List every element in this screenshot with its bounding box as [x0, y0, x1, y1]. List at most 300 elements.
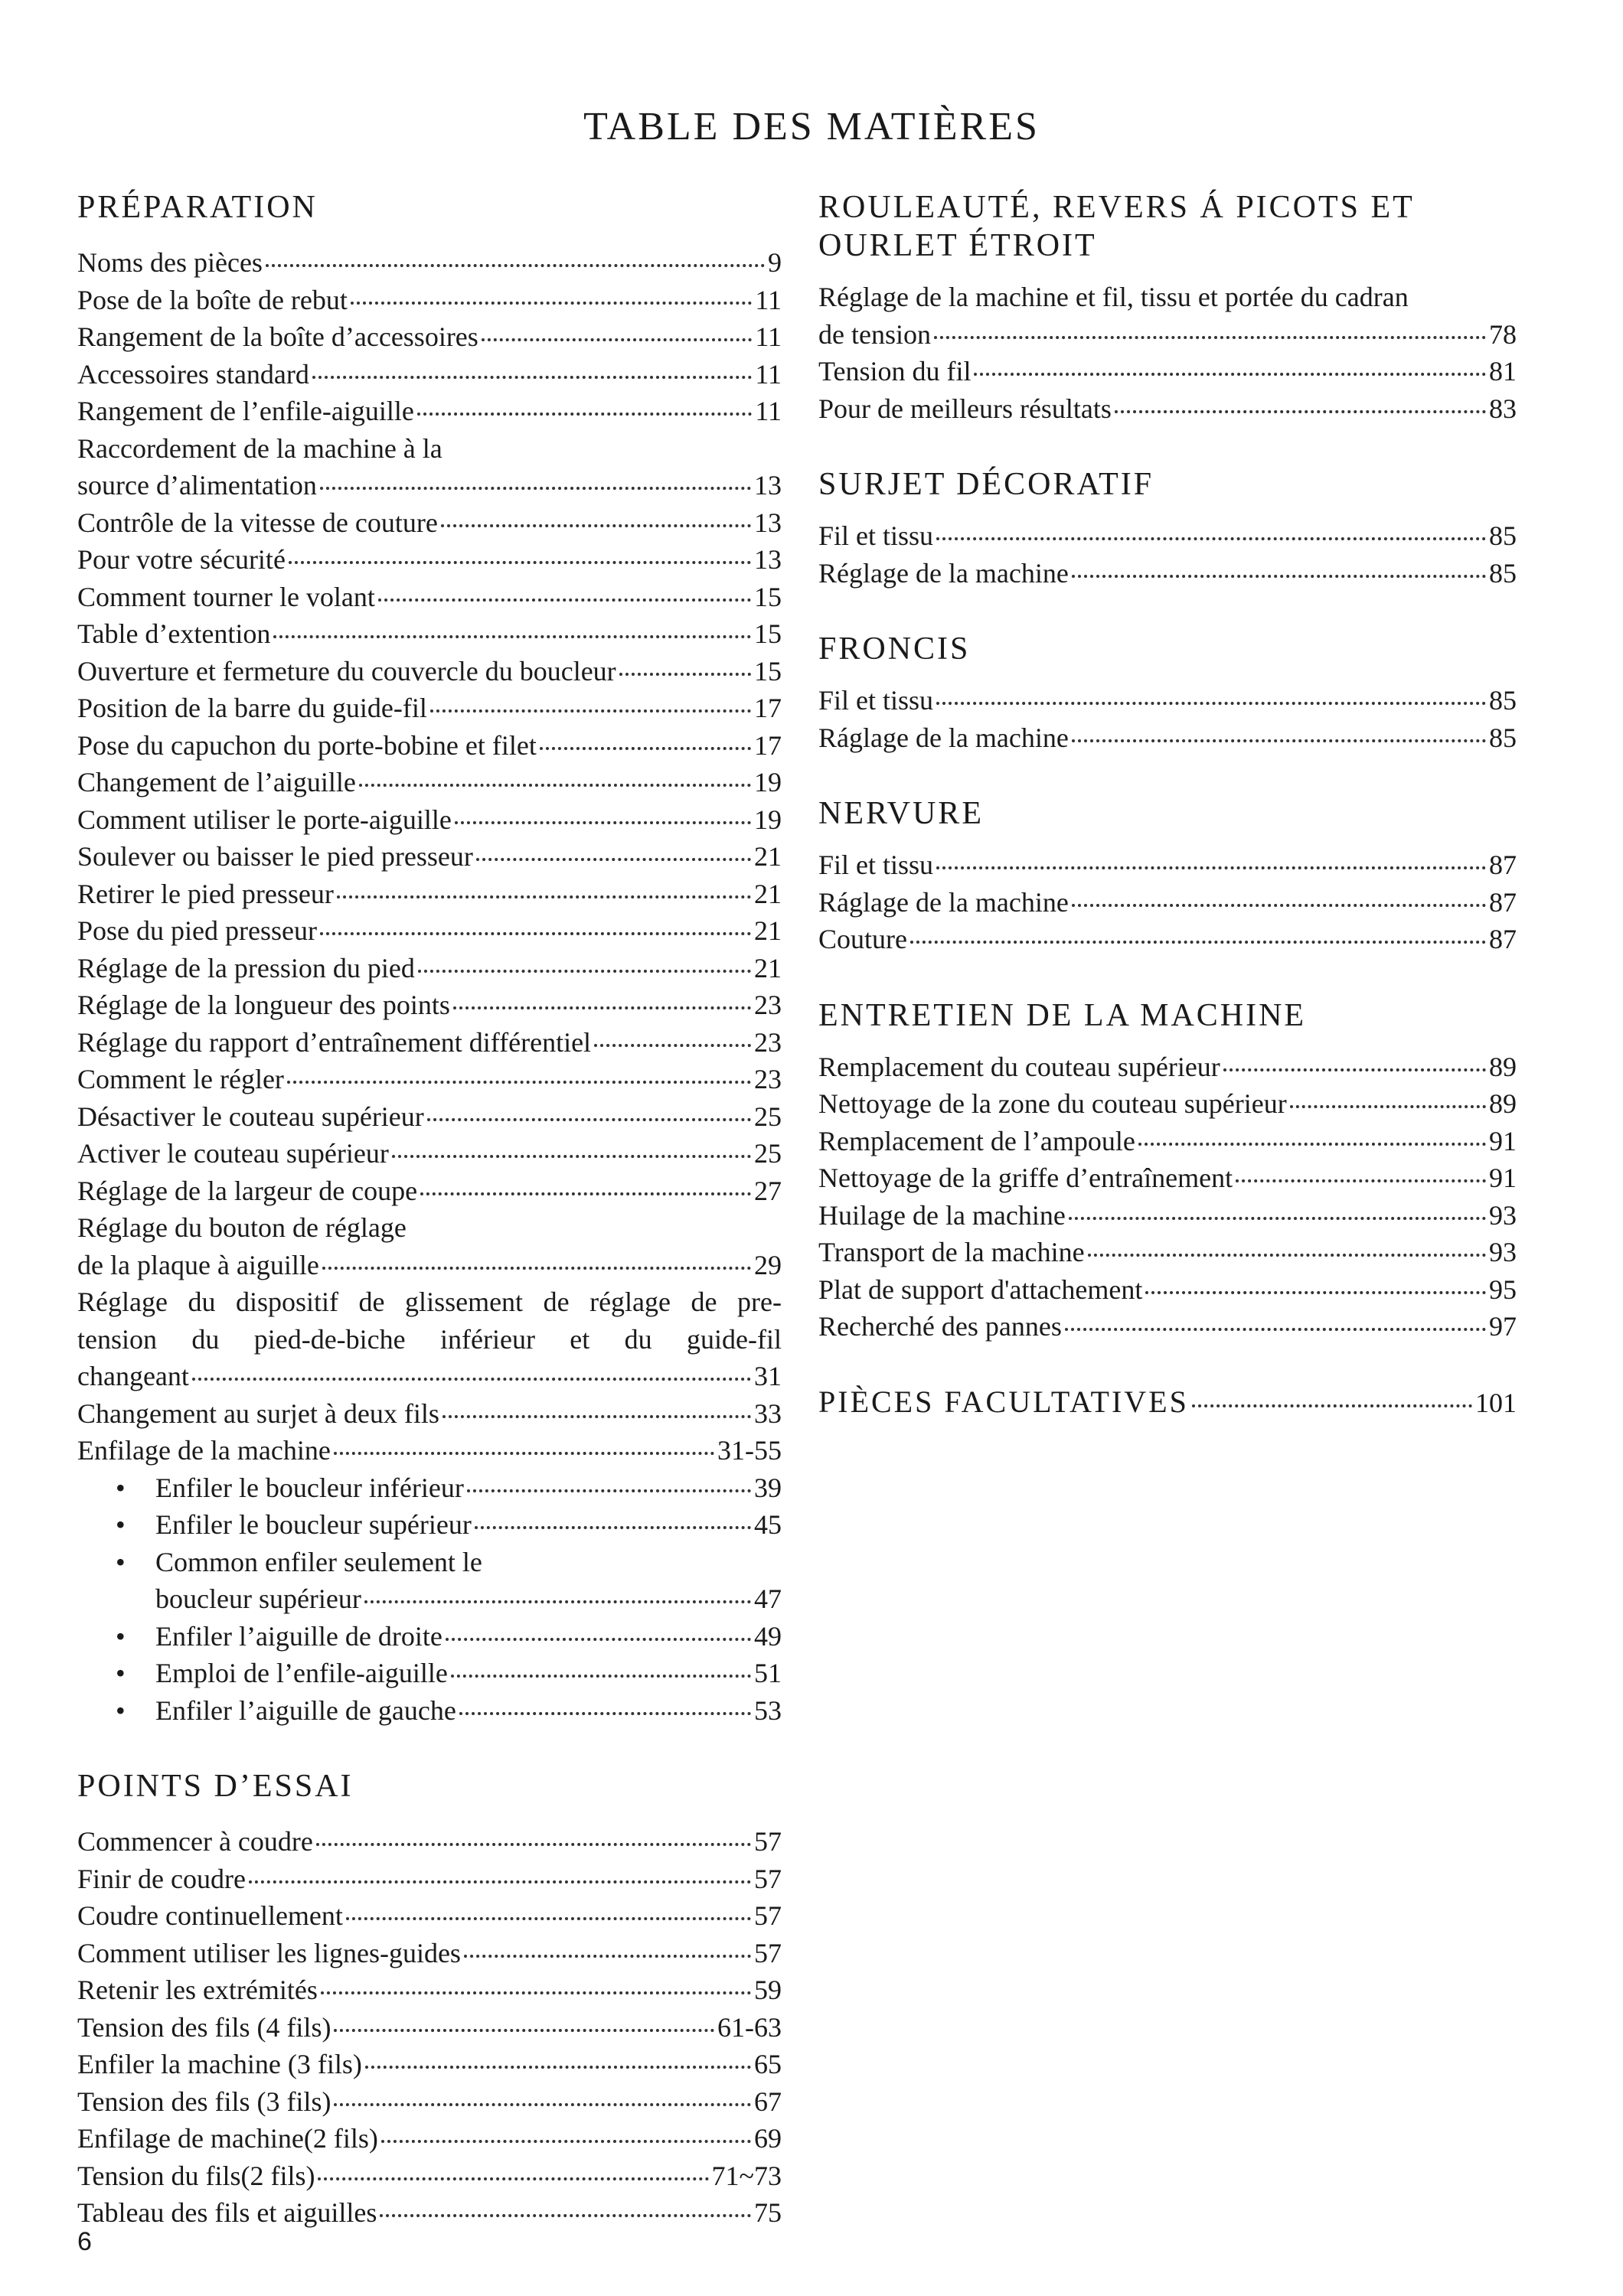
- entry-single: [818, 316, 1517, 354]
- toc-entry: [818, 1271, 1517, 1309]
- entry-label: Emploi de l’enfile-aiguille: [155, 1658, 448, 1688]
- dot-leader: [364, 1600, 751, 1603]
- entry-label: Huilage de la machine: [818, 1199, 1066, 1231]
- entry-label: Réglage du rapport d’entraînement différentiel: [77, 1026, 592, 1058]
- page-ref: 21: [754, 878, 782, 909]
- page-ref: 75: [754, 2197, 782, 2228]
- dot-leader: [475, 1526, 751, 1529]
- entry-text-line: Réglage de la machine et fil, tissu et portée du cadran: [818, 282, 1409, 312]
- dot-leader: [351, 302, 752, 305]
- page-ref: 87: [1489, 886, 1517, 918]
- section-title: POINTS D’ESSAI: [77, 1769, 354, 1804]
- toc-entry: [77, 1655, 782, 1692]
- entry-label: Fil et tissu: [818, 520, 934, 551]
- entry-label: Réglage de la pression du pied: [77, 952, 415, 983]
- dot-leader: [1065, 1328, 1486, 1331]
- entry-label: de la plaque à aiguille: [77, 1249, 319, 1280]
- page-ref: 11: [755, 284, 782, 315]
- toc-entry: [818, 1197, 1517, 1234]
- page-ref: 19: [754, 804, 782, 835]
- entry-label: Activer le couteau supérieur: [77, 1138, 389, 1169]
- toc-entry: [77, 950, 782, 987]
- dot-leader: [459, 1712, 751, 1715]
- section-points: [77, 1767, 782, 2232]
- entry-label: Recherché des pannes: [818, 1311, 1062, 1342]
- dot-leader: [619, 673, 751, 676]
- dot-leader: [365, 2066, 751, 2069]
- toc-entry: [818, 884, 1517, 921]
- entry-label: Tableau des fils et aiguilles: [77, 2197, 377, 2228]
- entry-label: Remplacement de l’ampoule: [818, 1125, 1135, 1156]
- entry-label: Plat de support d'attachement: [818, 1274, 1143, 1305]
- bullet-icon: •: [116, 1509, 126, 1540]
- page-ref: 25: [754, 1101, 782, 1132]
- dot-leader: [420, 1192, 751, 1195]
- section-preparation: [77, 188, 782, 1729]
- entry-label: Enfilage de machine(2 fils): [77, 2123, 378, 2154]
- page-ref: 21: [754, 841, 782, 872]
- dot-leader: [1072, 575, 1486, 578]
- bullet-icon: •: [116, 1694, 126, 1726]
- dot-leader: [464, 1955, 751, 1958]
- dot-leader: [318, 2177, 708, 2180]
- dot-leader: [476, 858, 751, 861]
- entry-label: Ráglage de la machine: [818, 722, 1069, 753]
- left-column: [77, 188, 782, 2270]
- page-ref: 31: [754, 1361, 782, 1391]
- entry-list: [818, 846, 1517, 958]
- dot-leader: [427, 1118, 751, 1121]
- entry-label: Retirer le pied presseur: [77, 878, 334, 909]
- dot-leader: [334, 2103, 751, 2106]
- toc-entry: [77, 244, 782, 282]
- page-ref: 61-63: [717, 2011, 782, 2043]
- section-froncis: [818, 630, 1517, 756]
- page-ref: 91: [1489, 1163, 1517, 1193]
- entry-list: [77, 1395, 782, 1469]
- page-ref: 87: [1489, 924, 1517, 954]
- page-ref: 31-55: [717, 1435, 782, 1466]
- section-title: NERVURE: [818, 796, 984, 831]
- entry-label: Pose du pied presseur: [77, 915, 317, 946]
- toc-entry: [77, 1861, 782, 1898]
- page-ref: 85: [1489, 557, 1517, 589]
- page-ref: 33: [754, 1397, 782, 1429]
- dot-leader: [540, 747, 751, 750]
- toc-entry: [77, 1469, 782, 1507]
- dot-leader: [378, 598, 751, 602]
- toc-entry: [818, 1308, 1517, 1345]
- toc-entry: [818, 846, 1517, 884]
- entry-label: Transport de la machine: [818, 1237, 1085, 1267]
- page-ref: 15: [754, 581, 782, 612]
- entry-label: Réglage de la largeur de coupe: [77, 1175, 418, 1206]
- page-ref: 13: [754, 507, 782, 538]
- page-ref: 45: [754, 1509, 782, 1540]
- dot-leader: [321, 1991, 751, 1994]
- page-ref: 23: [754, 1026, 782, 1058]
- dot-leader: [442, 1415, 751, 1418]
- entry-list: [77, 504, 782, 1210]
- page-ref: 59: [754, 1975, 782, 2005]
- toc-entry: [77, 1580, 782, 1618]
- page-ref: 17: [754, 693, 782, 723]
- toc-entry: [818, 1234, 1517, 1271]
- entry-label: Table d’extention: [77, 618, 271, 649]
- dot-leader: [1236, 1179, 1486, 1182]
- dot-leader: [320, 487, 751, 490]
- entry-label: Fil et tissu: [818, 850, 934, 880]
- toc-entry: [77, 318, 782, 356]
- entry-label: Tension du fils(2 fils): [77, 2160, 315, 2191]
- toc-entry: [77, 2120, 782, 2157]
- toc-entry: [77, 1618, 782, 1655]
- toc-entry: [818, 517, 1517, 555]
- dot-leader: [418, 970, 751, 973]
- entry-label: Enfilage de la machine: [77, 1435, 331, 1466]
- page-ref: 23: [754, 990, 782, 1020]
- dot-leader: [289, 561, 751, 564]
- entry-single: [818, 1384, 1517, 1421]
- entry-label: Tension du fil: [818, 356, 972, 386]
- toc-entry: [77, 2157, 782, 2195]
- section-nervure: [818, 794, 1517, 958]
- page-ref: 57: [754, 1863, 782, 1894]
- page-ref: 11: [755, 358, 782, 390]
- entry-label: Fil et tissu: [818, 685, 934, 716]
- dot-leader: [455, 821, 751, 824]
- dot-leader: [334, 2029, 714, 2032]
- entry-label: Coudre continuellement: [77, 1900, 343, 1931]
- page-ref: 91: [1489, 1125, 1517, 1156]
- entry-label: Tension des fils (4 fils): [77, 2011, 331, 2043]
- entry-label: Rangement de la boîte d’accessoires: [77, 321, 478, 352]
- dot-leader: [1072, 739, 1486, 742]
- entry-label: Comment le régler: [77, 1064, 284, 1094]
- toc-entry: [77, 282, 782, 319]
- toc-entry: [77, 653, 782, 690]
- entry-single: [77, 1247, 782, 1284]
- entry-text-line: Raccordement de la machine à la: [77, 432, 442, 464]
- page-ref: 15: [754, 618, 782, 649]
- dot-leader: [337, 895, 751, 899]
- toc-entry: [77, 1358, 782, 1395]
- section-entretien: [818, 996, 1517, 1345]
- page-ref: 57: [754, 1826, 782, 1857]
- dot-leader: [334, 1452, 714, 1455]
- toc-entry: [77, 579, 782, 616]
- right-column: [818, 188, 1517, 1420]
- dot-leader: [1192, 1404, 1472, 1407]
- page-ref: 25: [754, 1138, 782, 1169]
- dot-leader: [320, 932, 751, 935]
- section-title: ROULEAUTÉ, REVERS Á PICOTS ET: [818, 190, 1415, 225]
- toc-entry: [818, 682, 1517, 719]
- dot-leader: [1145, 1291, 1486, 1294]
- toc-entry: [77, 2194, 782, 2232]
- page-number: 6: [77, 2227, 92, 2256]
- dot-leader: [1072, 904, 1486, 907]
- entry-label: Ráglage de la machine: [818, 886, 1069, 918]
- toc-entry: [77, 801, 782, 839]
- dot-leader: [316, 1843, 751, 1846]
- page-ref: 85: [1489, 722, 1517, 753]
- toc-entry: [818, 1085, 1517, 1123]
- bullet-text-line: [77, 1544, 782, 1581]
- toc-entry: [77, 1823, 782, 1861]
- toc-entry: [77, 2046, 782, 2083]
- toc-entry: [818, 390, 1517, 428]
- entry-label: Enfiler l’aiguille de gauche: [155, 1694, 456, 1726]
- entry-label: Soulever ou baisser le pied presseur: [77, 841, 473, 872]
- entry-label: Réglage de la machine: [818, 557, 1069, 589]
- entry-label: Nettoyage de la zone du couteau supérieur: [818, 1088, 1287, 1119]
- toc-entry: [77, 356, 782, 393]
- toc-entry: [77, 1172, 782, 1210]
- entry-list: [818, 682, 1517, 756]
- entry-label: Pose du capuchon du porte-bobine et filet: [77, 729, 537, 761]
- page-ref: 93: [1489, 1199, 1517, 1231]
- entry-single: [77, 1580, 782, 1618]
- toc-entry: [77, 541, 782, 579]
- entry-list: [818, 353, 1517, 427]
- toc-entry: [818, 1384, 1517, 1421]
- page-ref: 87: [1489, 850, 1517, 880]
- dot-leader: [467, 1489, 751, 1492]
- page-ref: 57: [754, 1900, 782, 1931]
- page-ref: 85: [1489, 520, 1517, 551]
- dot-leader: [287, 1081, 751, 1084]
- entry-label: Pose de la boîte de rebut: [77, 284, 348, 315]
- toc-entry: [77, 504, 782, 542]
- page-ref: 47: [754, 1583, 782, 1614]
- dot-leader: [451, 1675, 751, 1678]
- entry-label: Contrôle de la vitesse de couture: [77, 507, 438, 538]
- page-ref: 57: [754, 1937, 782, 1968]
- page-ref: 13: [754, 544, 782, 575]
- entry-text-line: tension du pied-de-biche inférieur et du guide-fil: [77, 1323, 782, 1355]
- toc-entry: [818, 719, 1517, 757]
- dot-leader: [446, 1638, 751, 1641]
- dot-leader: [934, 336, 1486, 339]
- toc-entry: [77, 393, 782, 430]
- entry-label: Pour de meilleurs résultats: [818, 393, 1112, 424]
- section-rouleaute: [818, 188, 1517, 427]
- toc-entry: [77, 1247, 782, 1284]
- toc-entry: [77, 1432, 782, 1469]
- bullet-list: [77, 1618, 782, 1730]
- page-ref: 95: [1489, 1274, 1517, 1305]
- entry-label: source d’alimentation: [77, 470, 317, 501]
- page-ref: 85: [1489, 685, 1517, 716]
- toc-entry: [77, 1395, 782, 1433]
- entry-label: Changement au surjet à deux fils: [77, 1397, 439, 1429]
- page-ref: 39: [754, 1472, 782, 1503]
- section-title: ENTRETIEN DE LA MACHINE: [818, 997, 1307, 1033]
- page-ref: 13: [754, 470, 782, 501]
- page-ref: 89: [1489, 1088, 1517, 1119]
- page-ref: 11: [755, 396, 782, 426]
- entry-label: Rangement de l’enfile-aiguille: [77, 396, 414, 426]
- dot-leader: [430, 709, 751, 713]
- toc-entry: [818, 921, 1517, 958]
- page-ref: 17: [754, 729, 782, 761]
- entry-list: [818, 517, 1517, 592]
- section-title: SURJET DÉCORATIF: [818, 467, 1154, 502]
- entry-label: Commencer à coudre: [77, 1826, 313, 1857]
- page-ref: 93: [1489, 1237, 1517, 1267]
- toc-entry: [818, 1159, 1517, 1197]
- entry-single: [77, 467, 782, 504]
- page-ref: 19: [754, 767, 782, 797]
- bullet-icon: •: [116, 1620, 126, 1652]
- entry-label: changeant: [77, 1361, 189, 1391]
- entry-single: [77, 1358, 782, 1395]
- toc-entry: [77, 615, 782, 653]
- dot-leader: [1069, 1217, 1486, 1220]
- toc-entry: [818, 1049, 1517, 1086]
- toc-entry: [77, 876, 782, 913]
- dot-leader: [441, 524, 751, 527]
- entry-label: Finir de coudre: [77, 1863, 246, 1894]
- entry-label: Common enfiler seulement le: [155, 1546, 482, 1577]
- dot-leader: [380, 2214, 751, 2217]
- dot-leader: [417, 413, 753, 416]
- dot-leader: [273, 635, 751, 638]
- page-ref: 11: [755, 321, 782, 352]
- toc-entry: [77, 1897, 782, 1935]
- dot-leader: [381, 2140, 751, 2143]
- entry-label: Remplacement du couteau supérieur: [818, 1051, 1220, 1082]
- dot-leader: [346, 1917, 751, 1920]
- bullet-icon: •: [116, 1472, 126, 1503]
- entry-label: Accessoires standard: [77, 358, 309, 390]
- entry-list: [77, 244, 782, 430]
- dot-leader: [910, 941, 1486, 944]
- toc-entry: [818, 316, 1517, 354]
- section-surjet: [818, 465, 1517, 592]
- page-ref: 49: [754, 1620, 782, 1652]
- dot-leader: [1088, 1254, 1486, 1257]
- toc-entry: [818, 1123, 1517, 1160]
- dot-leader: [1138, 1143, 1486, 1146]
- page-ref: 9: [768, 247, 782, 278]
- page-ref: 69: [754, 2123, 782, 2154]
- dot-leader: [322, 1267, 751, 1270]
- section-title: OURLET ÉTROIT: [818, 228, 1097, 263]
- page-ref: 89: [1489, 1051, 1517, 1082]
- toc-entry: [77, 987, 782, 1024]
- dot-leader: [936, 866, 1486, 869]
- section-title: FRONCIS: [818, 631, 971, 667]
- page-ref: 29: [754, 1249, 782, 1280]
- page-ref: 15: [754, 655, 782, 687]
- page-title: TABLE DES MATIÈRES: [583, 105, 1040, 148]
- entry-label: Comment utiliser les lignes-guides: [77, 1937, 461, 1968]
- dot-leader: [453, 1006, 751, 1009]
- dot-leader: [249, 1880, 751, 1883]
- dot-leader: [936, 537, 1486, 540]
- toc-entry: [77, 1024, 782, 1062]
- dot-leader: [192, 1378, 751, 1381]
- page-ref: 67: [754, 2086, 782, 2117]
- toc-entry: [77, 1506, 782, 1544]
- dot-leader: [1290, 1105, 1486, 1108]
- entry-text-line: Réglage du dispositif de glissement de réglage de pre-: [77, 1287, 782, 1317]
- page-ref: 27: [754, 1175, 782, 1206]
- entry-label: Ouverture et fermeture du couvercle du boucleur: [77, 655, 616, 687]
- bullet-icon: •: [116, 1546, 126, 1577]
- entry-label: Désactiver le couteau supérieur: [77, 1101, 424, 1132]
- entry-label: Couture: [818, 924, 907, 954]
- entry-label: Changement de l’aiguille: [77, 767, 356, 797]
- page-ref: 71~73: [711, 2160, 782, 2191]
- dot-leader: [1115, 410, 1486, 413]
- entry-label: Tension des fils (3 fils): [77, 2086, 331, 2117]
- entry-label: Comment utiliser le porte-aiguille: [77, 804, 452, 835]
- toc-entry: [77, 912, 782, 950]
- entry-label: Enfiler la machine (3 fils): [77, 2049, 362, 2079]
- page-ref: 81: [1489, 356, 1517, 386]
- entry-label: PIÈCES FACULTATIVES: [818, 1384, 1189, 1419]
- page-ref: 21: [754, 915, 782, 946]
- toc-entry: [77, 1971, 782, 2009]
- dot-leader: [266, 264, 765, 267]
- toc-entry: [77, 2083, 782, 2121]
- page-ref: 51: [754, 1658, 782, 1688]
- entry-label: Enfiler le boucleur supérieur: [155, 1509, 472, 1540]
- entry-label: de tension: [818, 318, 931, 350]
- toc-entry: [77, 727, 782, 765]
- dot-leader: [359, 784, 751, 787]
- page-ref: 23: [754, 1064, 782, 1094]
- toc-entry: [77, 764, 782, 801]
- toc-entry: [77, 467, 782, 504]
- entry-label: Nettoyage de la griffe d’entraînement: [818, 1163, 1233, 1193]
- entry-label: Enfiler le boucleur inférieur: [155, 1472, 464, 1503]
- dot-leader: [482, 338, 753, 341]
- entry-label: Retenir les extrémités: [77, 1975, 318, 2005]
- dot-leader: [974, 373, 1486, 376]
- dot-leader: [594, 1044, 751, 1047]
- toc-entry: [77, 2009, 782, 2047]
- toc-entry: [818, 353, 1517, 390]
- toc-entry: [77, 838, 782, 876]
- entry-label: Comment tourner le volant: [77, 581, 375, 612]
- entry-label: Pour votre sécurité: [77, 544, 286, 575]
- entry-label: boucleur supérieur: [155, 1583, 361, 1614]
- entry-list: [818, 1049, 1517, 1345]
- entry-label: Position de la barre du guide-fil: [77, 693, 427, 723]
- toc-entry: [77, 1935, 782, 1972]
- page-ref: 53: [754, 1694, 782, 1726]
- bullet-icon: •: [116, 1658, 126, 1688]
- section-title: PRÉPARATION: [77, 190, 318, 225]
- toc-entry: [77, 1692, 782, 1730]
- dot-leader: [936, 702, 1486, 705]
- page-ref: 101: [1475, 1387, 1517, 1418]
- entry-list: [77, 1823, 782, 2232]
- dot-leader: [1223, 1068, 1486, 1071]
- page-ref: 83: [1489, 393, 1517, 424]
- toc-entry: [818, 555, 1517, 592]
- entry-label: Réglage de la longueur des points: [77, 990, 450, 1020]
- page-ref: 97: [1489, 1311, 1517, 1342]
- entry-label: Enfiler l’aiguille de droite: [155, 1620, 442, 1652]
- page-ref: 21: [754, 952, 782, 983]
- entry-text-line: Réglage du bouton de réglage: [77, 1212, 407, 1243]
- dot-leader: [312, 376, 752, 379]
